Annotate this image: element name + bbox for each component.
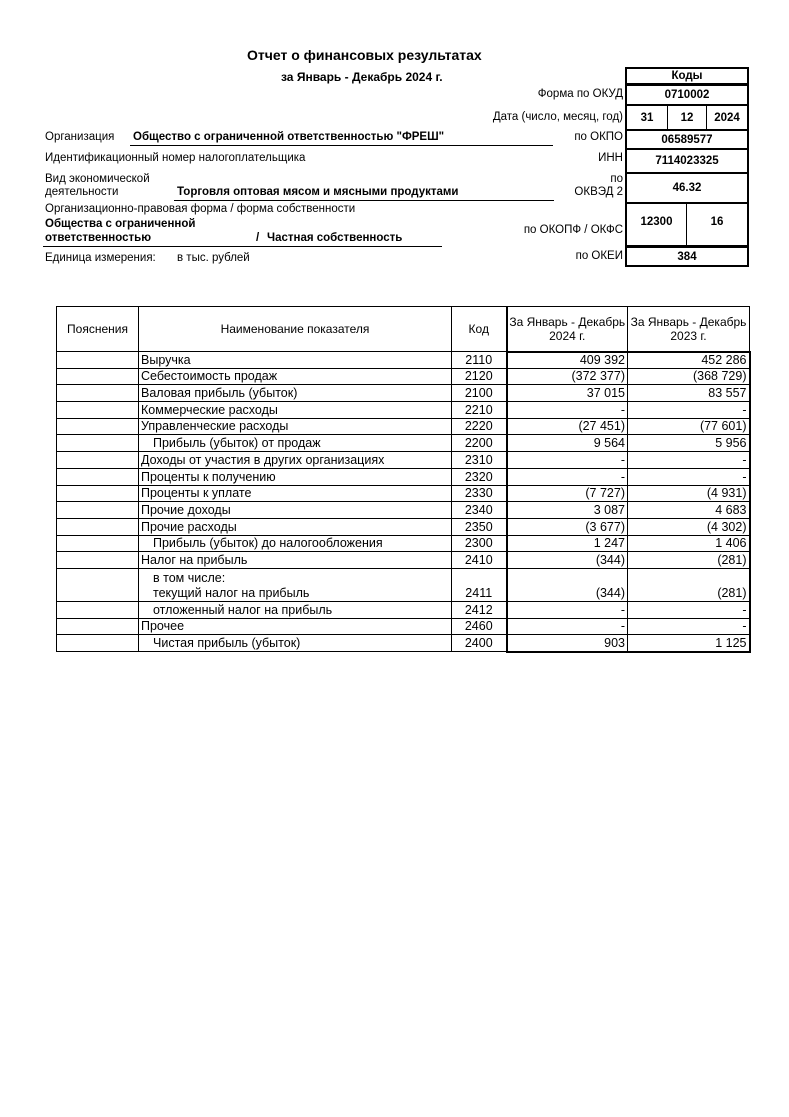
header-2023	[628, 307, 750, 352]
cell-code: 2110	[452, 352, 507, 369]
cell-name: Налог на прибыль	[139, 552, 452, 569]
cell-name: Валовая прибыль (убыток)	[139, 385, 452, 402]
cell-code: 2210	[452, 402, 507, 419]
table-row	[57, 568, 750, 601]
cell-value-2024: (372 377)	[507, 368, 628, 385]
cell-name: Коммерческие расходы	[139, 402, 452, 419]
cell-name: Прочее	[139, 618, 452, 635]
codes-header: Коды	[625, 67, 749, 85]
cell-notes	[57, 452, 139, 469]
cell-code: 2100	[452, 385, 507, 402]
cell-notes	[57, 368, 139, 385]
cell-value-2023: (77 601)	[628, 418, 750, 435]
cell-code: 2400	[452, 635, 507, 652]
cell-value-2024: (344)	[507, 552, 628, 569]
cell-notes	[57, 485, 139, 502]
cell-value-2023: -	[628, 468, 750, 485]
date-year: 2024	[706, 105, 749, 130]
cell-notes	[57, 418, 139, 435]
cell-value-2023: -	[628, 452, 750, 469]
table-row	[57, 535, 750, 552]
okved-value: 46.32	[625, 173, 749, 203]
inn-value: 7114023325	[625, 149, 749, 173]
cell-value-2024: 1 247	[507, 535, 628, 552]
table-header-row	[57, 307, 750, 352]
cell-name: Прибыль (убыток) от продаж	[139, 435, 452, 452]
cell-value-2024: -	[507, 452, 628, 469]
activity-underline	[174, 200, 554, 201]
org-label: Организация	[45, 131, 115, 143]
cell-notes	[57, 468, 139, 485]
results-table	[56, 306, 751, 653]
cell-value-2023: 1 406	[628, 535, 750, 552]
cell-code: 2220	[452, 418, 507, 435]
cell-value-2024: 9 564	[507, 435, 628, 452]
header-2024-line2: 2024 г.	[549, 328, 586, 343]
cell-value-2023: -	[628, 402, 750, 419]
cell-value-2023: (4 302)	[628, 518, 750, 535]
legal-form-1: Общества с ограниченной	[45, 218, 196, 230]
cell-value-2024: (344)	[507, 568, 628, 601]
header-name: Наименование показателя	[139, 307, 452, 352]
cell-name: Проценты к уплате	[139, 485, 452, 502]
unit-label: Единица измерения:	[45, 252, 156, 264]
activity-label-2: деятельности	[45, 186, 119, 198]
cell-code: 2310	[452, 452, 507, 469]
cell-notes	[57, 435, 139, 452]
table-row	[57, 435, 750, 452]
cell-notes	[57, 618, 139, 635]
cell-name	[139, 568, 452, 601]
table-row	[57, 485, 750, 502]
cell-value-2024: 37 015	[507, 385, 628, 402]
table-row	[57, 502, 750, 519]
cell-value-2024: 3 087	[507, 502, 628, 519]
table-row	[57, 468, 750, 485]
date-day: 31	[625, 105, 668, 130]
cell-notes	[57, 402, 139, 419]
ownership-value: Частная собственность	[267, 232, 403, 244]
report-period: за Январь - Декабрь 2024 г.	[281, 70, 443, 84]
cell-value-2024: 409 392	[507, 352, 628, 369]
cell-code: 2350	[452, 518, 507, 535]
cell-notes	[57, 552, 139, 569]
cell-code: 2411	[452, 568, 507, 601]
cell-code: 2340	[452, 502, 507, 519]
cell-code: 2410	[452, 552, 507, 569]
cell-value-2023: -	[628, 601, 750, 618]
cell-notes	[57, 385, 139, 402]
cell-value-2023: 83 557	[628, 385, 750, 402]
cell-notes	[57, 635, 139, 652]
cell-name-line2: текущий налог на прибыль	[153, 585, 310, 600]
cell-notes	[57, 352, 139, 369]
okfs-value: 16	[686, 203, 749, 246]
legal-form-slash: /	[256, 232, 260, 244]
cell-code: 2460	[452, 618, 507, 635]
okpo-value: 06589577	[625, 130, 749, 149]
okpo-label: по ОКПО	[574, 131, 623, 143]
table-row	[57, 552, 750, 569]
cell-code: 2200	[452, 435, 507, 452]
table-row	[57, 518, 750, 535]
report-title: Отчет о финансовых результатах	[247, 47, 482, 63]
cell-name: Проценты к получению	[139, 468, 452, 485]
cell-value-2023: (4 931)	[628, 485, 750, 502]
legal-form-underline	[43, 246, 442, 247]
cell-name: Себестоимость продаж	[139, 368, 452, 385]
cell-name: Выручка	[139, 352, 452, 369]
cell-value-2024: -	[507, 601, 628, 618]
header-2023-line2: 2023 г.	[670, 328, 707, 343]
table-row	[57, 352, 750, 369]
header-code: Код	[452, 307, 507, 352]
cell-value-2024: (7 727)	[507, 485, 628, 502]
okud-value: 0710002	[625, 85, 749, 105]
unit-value: в тыс. рублей	[177, 252, 250, 264]
table-row	[57, 635, 750, 652]
okved-label-2: ОКВЭД 2	[574, 186, 623, 198]
cell-code: 2120	[452, 368, 507, 385]
date-month: 12	[667, 105, 707, 130]
cell-value-2024: -	[507, 618, 628, 635]
activity-label-1: Вид экономической	[45, 173, 150, 185]
cell-value-2023: 5 956	[628, 435, 750, 452]
cell-value-2024: (3 677)	[507, 518, 628, 535]
okud-label: Форма по ОКУД	[537, 88, 623, 100]
header-notes: Пояснения	[57, 307, 139, 352]
cell-value-2023: (281)	[628, 552, 750, 569]
header-2023-line1: За Январь - Декабрь	[630, 314, 747, 329]
cell-notes	[57, 601, 139, 618]
table-row	[57, 452, 750, 469]
legal-form-label: Организационно-правовая форма / форма собственности	[45, 203, 356, 215]
org-name: Общество с ограниченной ответственностью "ФРЕШ"	[133, 131, 445, 143]
cell-value-2024: 903	[507, 635, 628, 652]
cell-value-2023: (281)	[628, 568, 750, 601]
inn-row-label: Идентификационный номер налогоплательщика	[45, 152, 306, 164]
cell-name: Прибыль (убыток) до налогообложения	[139, 535, 452, 552]
table-row	[57, 418, 750, 435]
cell-notes	[57, 535, 139, 552]
okei-value: 384	[625, 246, 749, 267]
table-row	[57, 601, 750, 618]
header-2024-line1: За Январь - Декабрь	[509, 314, 626, 329]
cell-value-2023: 4 683	[628, 502, 750, 519]
okopf-value: 12300	[625, 203, 687, 246]
cell-code: 2330	[452, 485, 507, 502]
cell-notes	[57, 568, 139, 601]
cell-value-2024: (27 451)	[507, 418, 628, 435]
cell-name: Управленческие расходы	[139, 418, 452, 435]
legal-form-2: ответственностью	[45, 232, 152, 244]
cell-name: Прочие доходы	[139, 502, 452, 519]
table-row	[57, 385, 750, 402]
table-row	[57, 402, 750, 419]
table-row	[57, 368, 750, 385]
okopf-label: по ОКОПФ / ОКФС	[523, 224, 623, 236]
cell-name: Прочие расходы	[139, 518, 452, 535]
date-label: Дата (число, месяц, год)	[492, 111, 623, 123]
inn-label: ИНН	[598, 152, 623, 164]
okei-label: по ОКЕИ	[575, 250, 623, 262]
cell-name-line1: в том числе:	[153, 570, 226, 585]
activity-value: Торговля оптовая мясом и мясными продуктами	[177, 186, 459, 198]
header-2024	[507, 307, 628, 352]
cell-notes	[57, 502, 139, 519]
okved-label-1: по	[610, 173, 623, 185]
cell-value-2023: -	[628, 618, 750, 635]
org-underline	[130, 145, 553, 146]
cell-name: отложенный налог на прибыль	[139, 601, 452, 618]
cell-notes	[57, 518, 139, 535]
cell-value-2024: -	[507, 468, 628, 485]
table-row	[57, 618, 750, 635]
cell-code: 2320	[452, 468, 507, 485]
cell-code: 2300	[452, 535, 507, 552]
cell-code: 2412	[452, 601, 507, 618]
cell-name: Доходы от участия в других организациях	[139, 452, 452, 469]
cell-value-2023: 452 286	[628, 352, 750, 369]
cell-value-2023: 1 125	[628, 635, 750, 652]
cell-value-2023: (368 729)	[628, 368, 750, 385]
cell-name: Чистая прибыль (убыток)	[139, 635, 452, 652]
cell-value-2024: -	[507, 402, 628, 419]
